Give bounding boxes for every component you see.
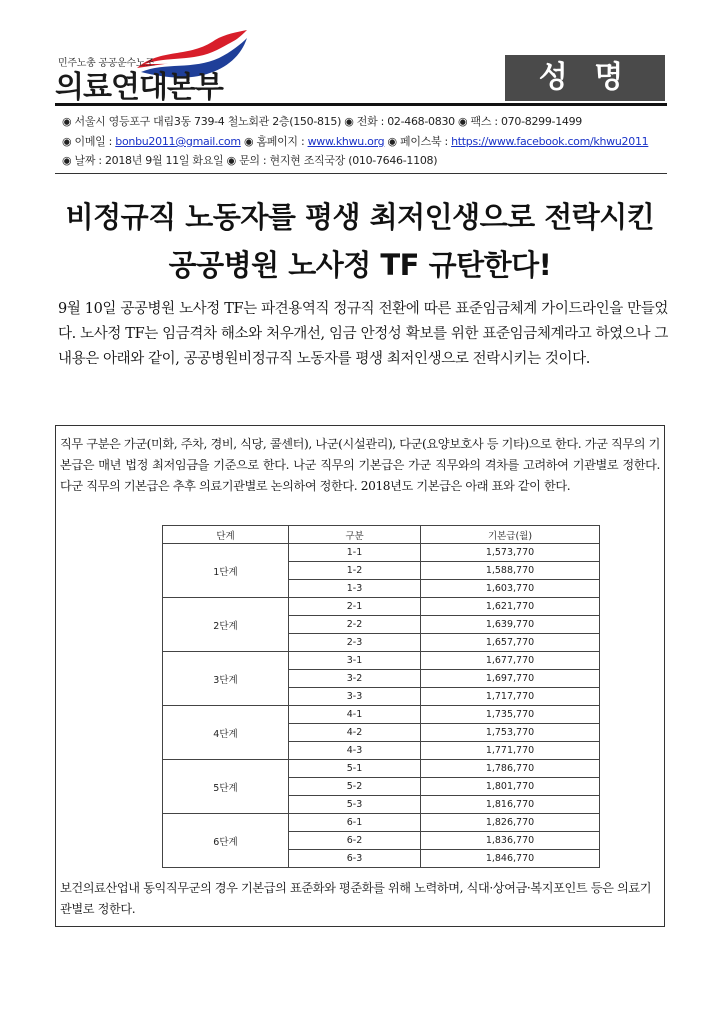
homepage-label: ◉ 홈페이지 :	[240, 135, 308, 148]
pay-cell: 1,846,770	[421, 850, 600, 868]
grade-cell: 6-3	[289, 850, 421, 868]
table-header-row	[163, 526, 600, 544]
stage-cell: 2단계	[163, 598, 289, 652]
stage-cell: 4단계	[163, 706, 289, 760]
grade-cell: 5-3	[289, 796, 421, 814]
guideline-footer: 보건의료산업내 동익직무군의 경우 기본급의 표준화와 평준화를 위해 노력하며, 식대·상여금·복지포인트 등은 의료기관별로 정한다.	[60, 881, 652, 916]
table-row	[163, 706, 600, 724]
grade-cell: 1-1	[289, 544, 421, 562]
table-row	[163, 760, 600, 778]
pay-cell: 1,639,770	[421, 616, 600, 634]
guideline-box	[55, 425, 665, 927]
grade-cell: 5-1	[289, 760, 421, 778]
guideline-intro: 직무 구분은 가군(미화, 주차, 경비, 식당, 콜센터), 나군(시설관리), 다군(요양보호사 등 기타)으로 한다. 가군 직무의 기본급은 매년 법정 최저임금을 기준으로 한다. 나군 직무의 기본급은 가군 직무와의 격차를 고려하여 기관별로 정한다. 다군 직무의 기본급은 추후 의료기관별로 논의하여 정한다. 2018년도 기본급은 아래 표와 같이 한다.	[60, 437, 660, 493]
contact-line	[62, 133, 648, 149]
header-divider	[55, 103, 667, 106]
statement-label: 성 명	[505, 55, 665, 101]
pay-cell: 1,753,770	[421, 724, 600, 742]
pay-cell: 1,735,770	[421, 706, 600, 724]
info-divider	[55, 173, 667, 174]
pay-cell: 1,621,770	[421, 598, 600, 616]
grade-cell: 1-3	[289, 580, 421, 598]
org-subtitle: 민주노총 공공운수노조	[58, 58, 155, 69]
pay-cell: 1,786,770	[421, 760, 600, 778]
pay-cell: 1,697,770	[421, 670, 600, 688]
stage-cell: 1단계	[163, 544, 289, 598]
pay-cell: 1,801,770	[421, 778, 600, 796]
homepage-link[interactable]: www.khwu.org	[307, 135, 385, 148]
stage-cell: 5단계	[163, 760, 289, 814]
stage-cell: 3단계	[163, 652, 289, 706]
facebook-link[interactable]: https://www.facebook.com/khwu2011	[451, 135, 649, 148]
grade-cell: 6-1	[289, 814, 421, 832]
wage-table	[162, 525, 600, 868]
email-label: ◉ 이메일 :	[62, 135, 116, 148]
pay-cell: 1,826,770	[421, 814, 600, 832]
org-title: 의료연대본부	[55, 70, 223, 105]
table-row	[163, 814, 600, 832]
lead-paragraph: 9월 10일 공공병원 노사정 TF는 파견용역직 정규직 전환에 따른 표준임금체계 가이드라인을 만들었다. 노사정 TF는 임금격차 해소와 처우개선, 임금 안정성 확보를 위한 표준임금체계라고 하였으나 그 내용은 아래와 같이, 공공병원비정규직 노동자를 평생 최저인생으로 전락시키는 것이다.	[58, 301, 668, 367]
table-row	[163, 598, 600, 616]
table-header-cell: 기본급(월)	[421, 526, 600, 544]
pay-cell: 1,771,770	[421, 742, 600, 760]
grade-cell: 3-1	[289, 652, 421, 670]
grade-cell: 6-2	[289, 832, 421, 850]
grade-cell: 5-2	[289, 778, 421, 796]
table-header-cell: 단계	[163, 526, 289, 544]
pay-cell: 1,603,770	[421, 580, 600, 598]
headline-line-1: 비정규직 노동자를 평생 최저인생으로 전락시킨	[65, 200, 655, 234]
table-row	[163, 652, 600, 670]
grade-cell: 3-3	[289, 688, 421, 706]
pay-cell: 1,717,770	[421, 688, 600, 706]
grade-cell: 1-2	[289, 562, 421, 580]
grade-cell: 4-3	[289, 742, 421, 760]
grade-cell: 2-2	[289, 616, 421, 634]
pay-cell: 1,573,770	[421, 544, 600, 562]
grade-cell: 2-1	[289, 598, 421, 616]
pay-cell: 1,816,770	[421, 796, 600, 814]
headline-line-2: 공공병원 노사정 TF 규탄한다!	[168, 248, 552, 282]
grade-cell: 2-3	[289, 634, 421, 652]
grade-cell: 4-2	[289, 724, 421, 742]
table-header-cell: 구분	[289, 526, 421, 544]
address-line: ◉ 서울시 영등포구 대림3동 739-4 철노회관 2층(150-815) ◉ 전화 : 02-468-0830 ◉ 팩스 : 070-8299-1499	[62, 115, 583, 128]
table-row	[163, 544, 600, 562]
grade-cell: 4-1	[289, 706, 421, 724]
pay-cell: 1,657,770	[421, 634, 600, 652]
pay-cell: 1,588,770	[421, 562, 600, 580]
pay-cell: 1,677,770	[421, 652, 600, 670]
stage-cell: 6단계	[163, 814, 289, 868]
email-link[interactable]: bonbu2011@gmail.com	[115, 135, 241, 148]
grade-cell: 3-2	[289, 670, 421, 688]
date-contact-line: ◉ 날짜 : 2018년 9월 11일 화요일 ◉ 문의 : 현지현 조직국장 (010-7646-1108)	[62, 154, 438, 167]
facebook-label: ◉ 페이스북 :	[384, 135, 452, 148]
pay-cell: 1,836,770	[421, 832, 600, 850]
